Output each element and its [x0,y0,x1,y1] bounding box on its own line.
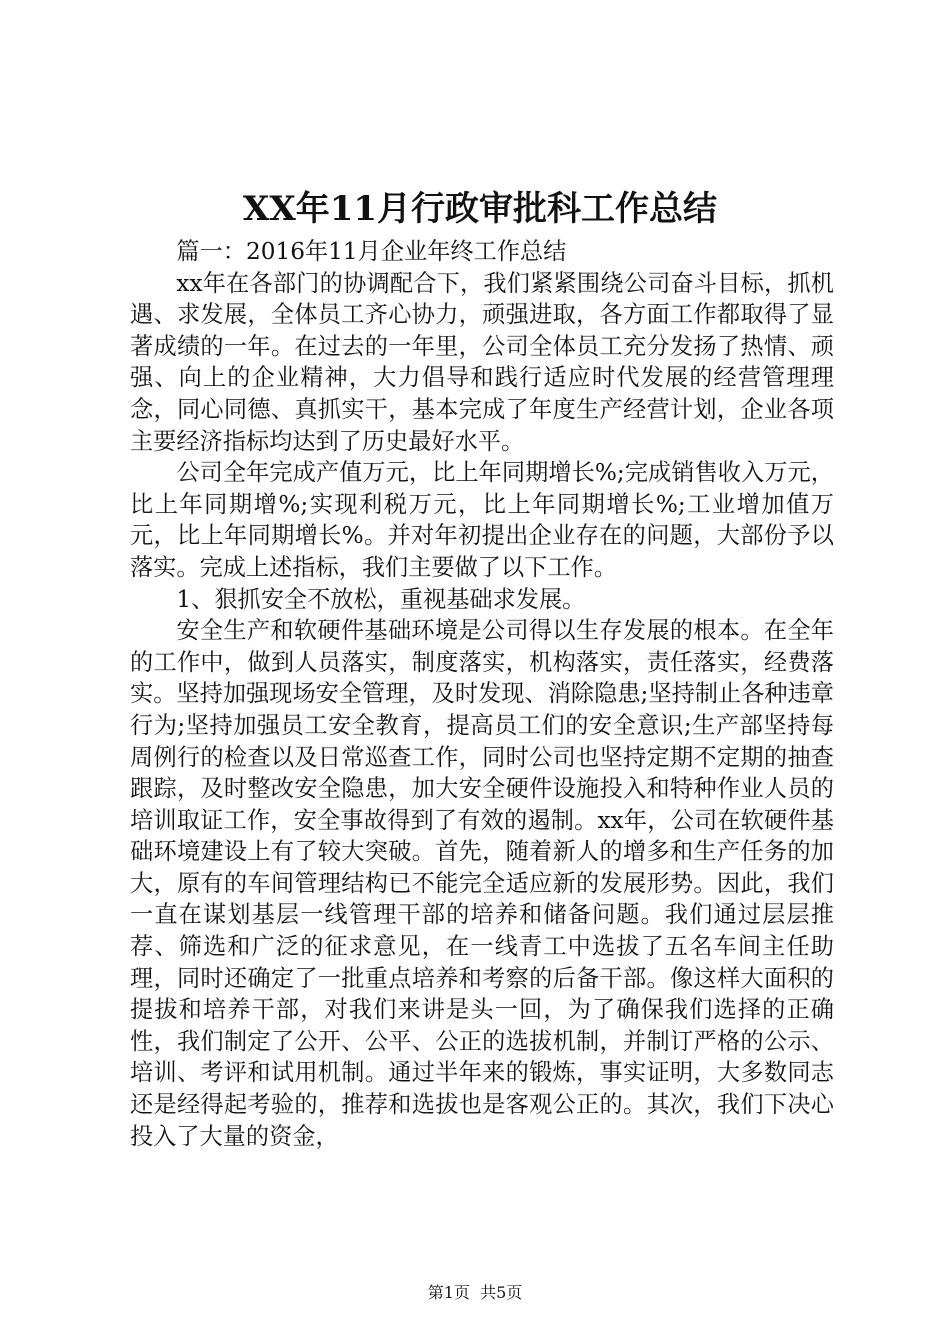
subheading-safety: 1、狠抓安全不放松，重视基础求发展。 [176,585,586,613]
document-title: XX年11月行政审批科工作总结 [242,189,718,229]
page-footer [0,1282,950,1304]
paragraph-safety: 安全生产和软硬件基础环境是公司得以生存发展的根本。在全年的工作中，做到人员落实，制度落实，机构落实，责任落实，经费落实。坚持加强现场安全管理，及时发现、消除隐患;坚持制止各种违章行为;坚持加强员工安全教育，提高员工们的安全意识;生产部坚持每周例行的检查以及日常巡查工作，同时公司也坚持定期不定期的抽查跟踪，及时整改安全隐患，加大安全硬件设施投入和特种作业人员的培训取证工作，安全事故得到了有效的遏制。xx年，公司在软硬件基础环境建设上有了较大突破。首先，随着新人的增多和生产任务的加大，原有的车间管理结构已不能完全适应新的发展形势。因此，我们一直在谋划基层一线管理干部的培养和储备问题。我们通过层层推荐、筛选和广泛的征求意见，在一线青工中选拔了五名车间主任助理，同时还确定了一批重点培养和考察的后备干部。像这样大面积的提拔和培养干部，对我们来讲是头一回，为了确保我们选择的正确性，我们制定了公开、公平、公正的选拔机制，并制订严格的公示、培训、考评和试用机制。通过半年来的锻炼，事实证明，大多数同志还是经得起考验的，推荐和选拔也是客观公正的。其次，我们下决心投入了大量的资金， [130,617,834,1150]
page-number: 第1页 [427,1283,470,1302]
page-total: 共5页 [480,1283,523,1302]
section-heading: 篇一：2016年11月企业年终工作总结 [176,238,567,265]
document-body [130,236,834,1152]
paragraph-intro: xx年在各部门的协调配合下，我们紧紧围绕公司奋斗目标，抓机遇、求发展，全体员工齐心协力，顽强进取，各方面工作都取得了显著成绩的一年。在过去的一年里，公司全体员工充分发扬了热情、顽强、向上的企业精神，大力倡导和践行适应时代发展的经营管理理念，同心同德、真抓实干，基本完成了年度生产经营计划，企业各项主要经济指标均达到了历史最好水平。 [130,269,834,455]
footer-separator [470,1283,480,1302]
paragraph-figures: 公司全年完成产值万元，比上年同期增长%;完成销售收入万元，比上年同期增%;实现利税万元，比上年同期增长%;工业增加值万元，比上年同期增长%。并对年初提出企业存在的问题，大部份予以落实。完成上述指标，我们主要做了以下工作。 [130,459,834,581]
